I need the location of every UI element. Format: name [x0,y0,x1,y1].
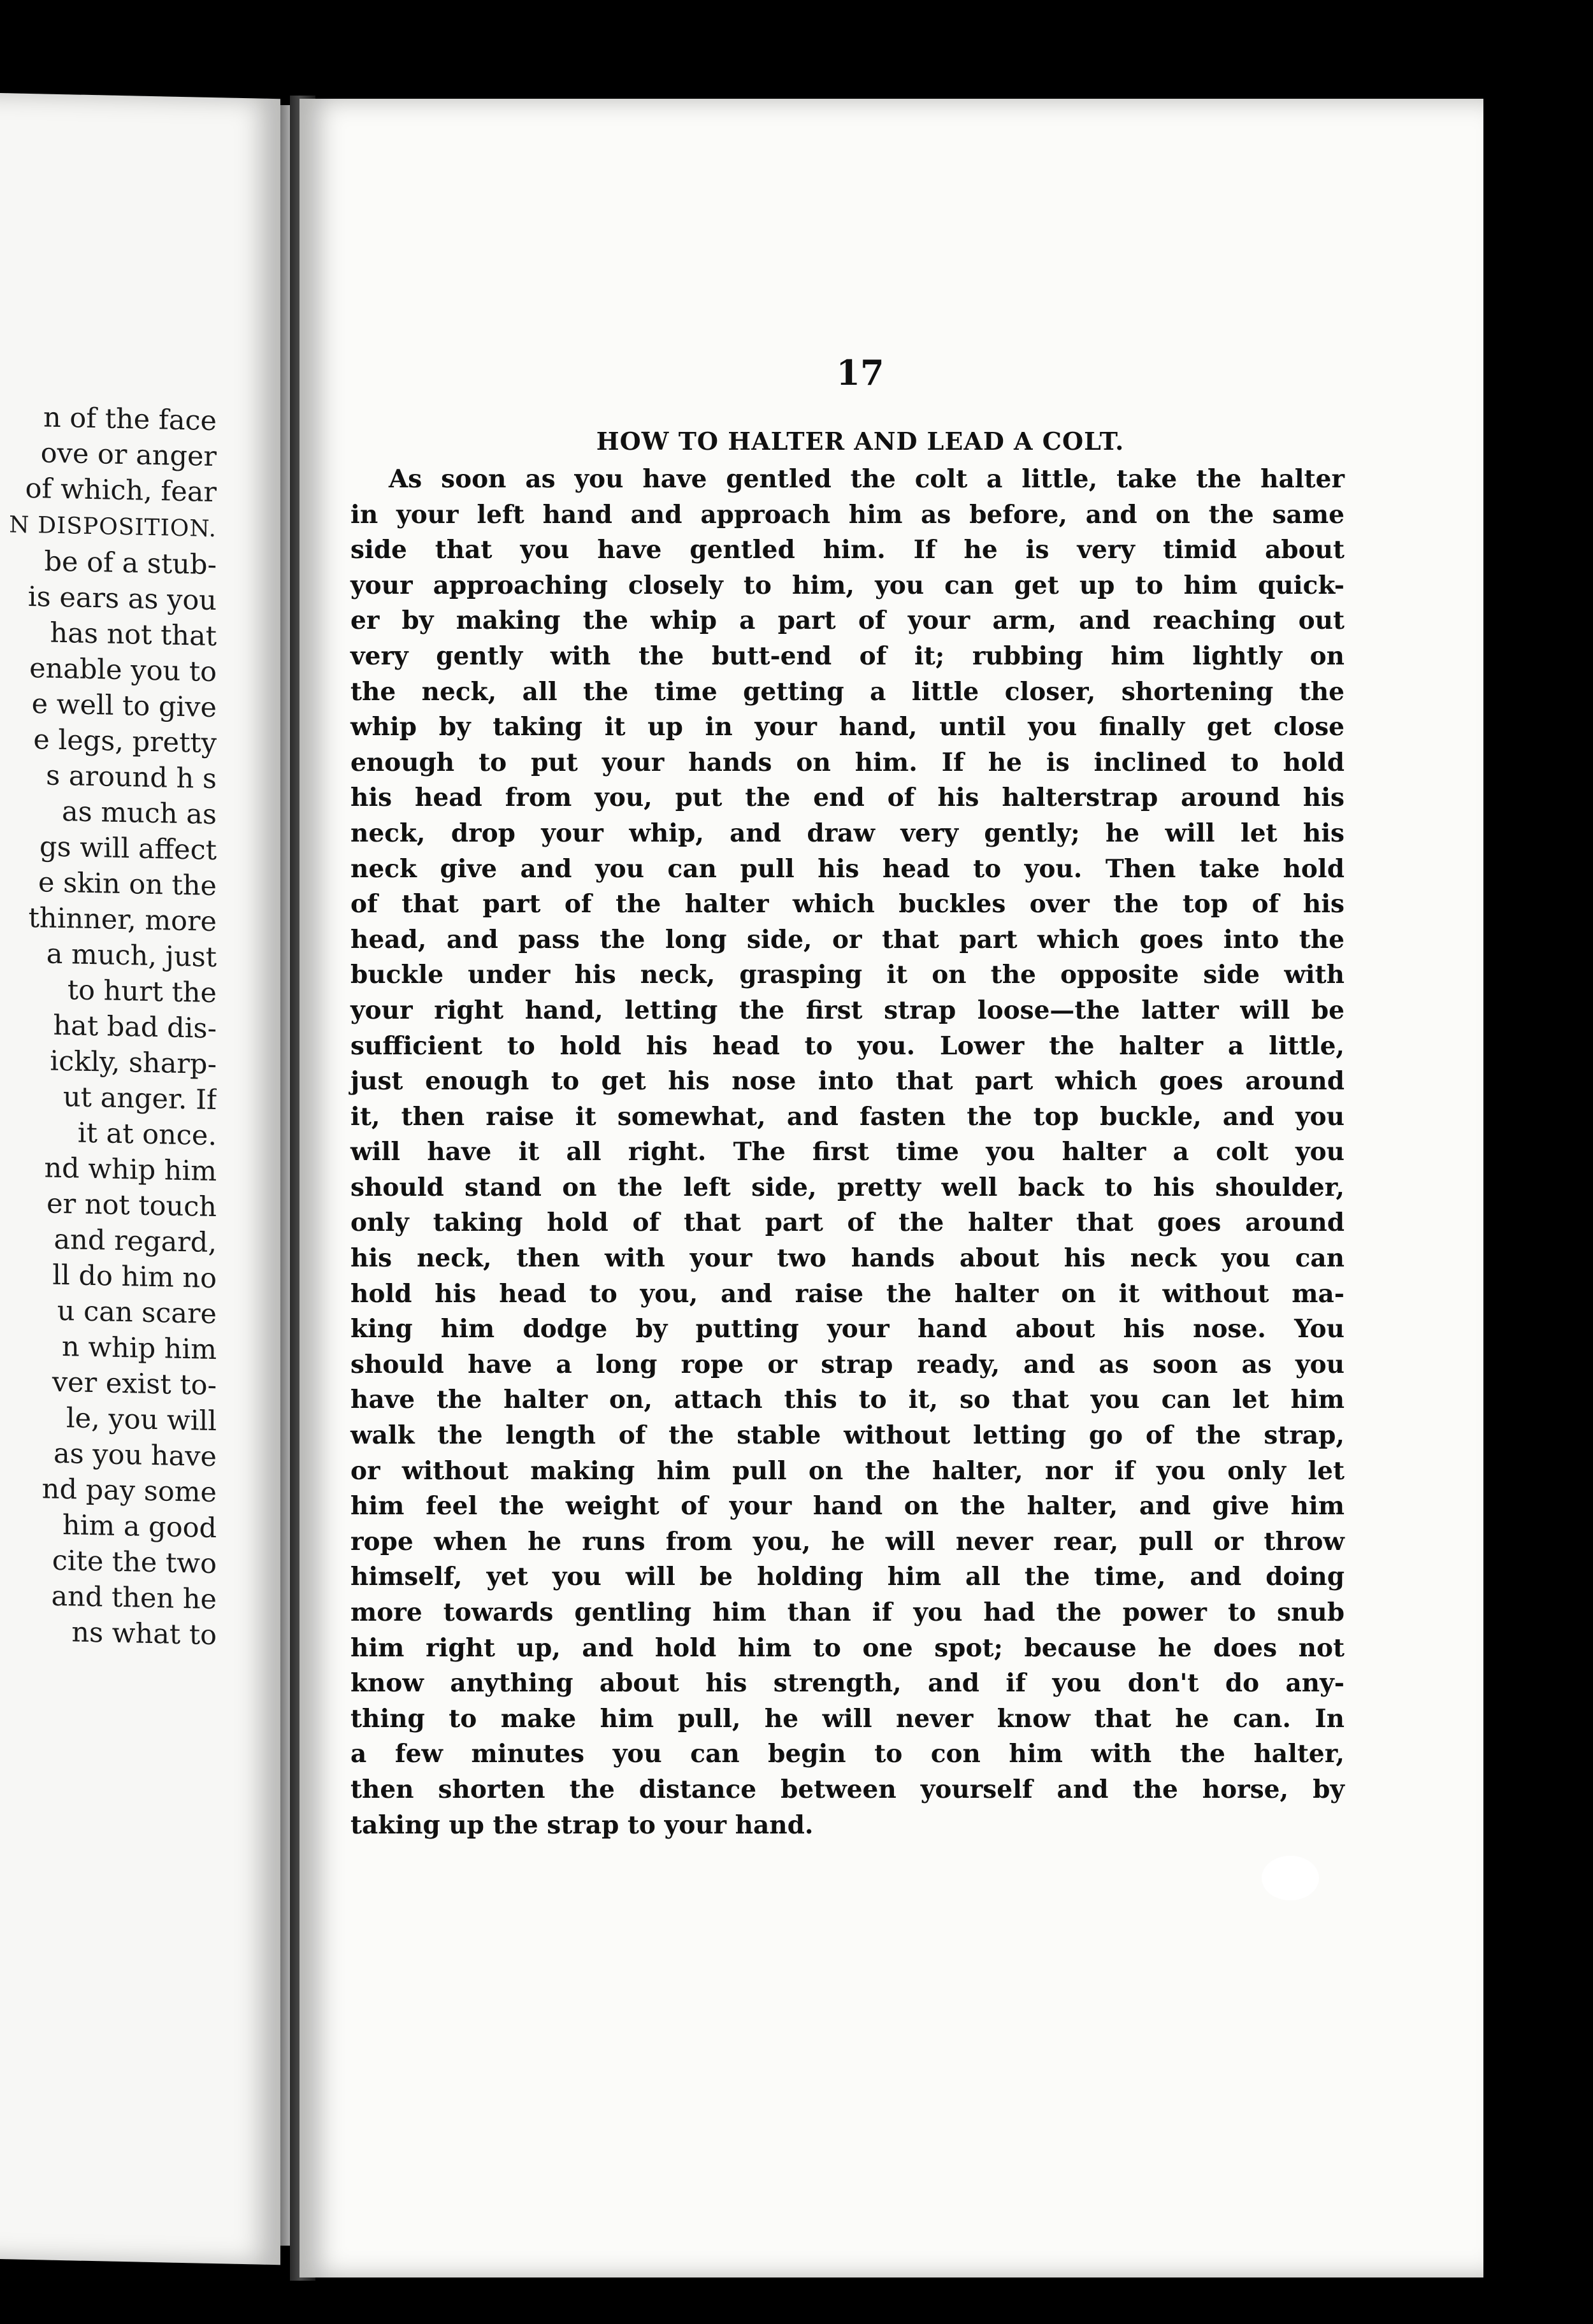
text-line: it, then raise it somewhat, and fasten the top buckle, and you [350,1101,1344,1131]
left-line: e well to give [31,688,217,724]
text-line: should stand on the left side, pretty well back to his shoulder, [350,1172,1344,1202]
left-line: u can scare [57,1295,217,1331]
left-line: ut anger. If [62,1081,217,1117]
left-line: as much as [62,796,217,831]
left-page [0,92,280,2265]
left-line: gs will affect [40,831,217,867]
text-line: taking up the strap to your hand. [350,1810,814,1840]
left-line: it at once. [77,1117,217,1152]
body-paragraph [350,462,1344,1843]
text-line: of that part of the halter which buckles over the top of his [350,889,1344,919]
left-line: nd whip him [44,1152,217,1188]
text-line: in your left hand and approach him as before, and on the same [350,499,1344,529]
left-line: to hurt the [67,974,217,1010]
text-line: just enough to get his nose into that part which goes around [350,1066,1344,1096]
left-line: is ears as you [27,580,217,617]
left-line: of which, fear [25,472,217,509]
text-line: him right up, and hold him to one spot; because he does not [350,1633,1344,1663]
left-line: s around h s [46,759,217,796]
print-smudge [1262,1856,1319,1900]
left-line: ickly, sharp- [50,1045,217,1081]
text-line: head, and pass the long side, or that part which goes into the [350,924,1344,954]
text-line: him feel the weight of your hand on the halter, and give him [350,1491,1344,1521]
right-page [299,99,1483,2277]
page-number: 17 [836,352,884,393]
text-line: only taking hold of that part of the halter that goes around [350,1208,1344,1238]
text-line: king him dodge by putting your hand about his nose. You [350,1314,1344,1344]
left-line: n whip him [61,1331,217,1366]
left-line: e skin on the [38,866,217,903]
text-line: more towards gentling him than if you had the power to snub [350,1598,1344,1627]
text-line: As soon as you have gentled the colt a little, take the halter [389,464,1344,494]
chapter-title: HOW TO HALTER AND LEAD A COLT. [596,427,1125,455]
text-line: buckle under his neck, grasping it on the opposite side with [350,960,1344,990]
left-line: has not that [50,617,217,653]
left-line: ns what to [71,1616,217,1652]
text-line: neck, drop your whip, and draw very gently; he will let his [350,818,1344,848]
left-line: nd pay some [41,1473,217,1509]
left-line: le, you will [66,1402,217,1438]
text-line: should have a long rope or strap ready, and as soon as you [350,1349,1344,1379]
text-line: whip by taking it up in your hand, until you finally get close [350,712,1344,742]
left-line: thinner, more [28,901,217,938]
page-body [350,354,1344,1843]
text-line: then shorten the distance between yourself and the horse, by [350,1774,1344,1804]
left-line: er not touch [47,1187,217,1224]
left-line: him a good [62,1509,217,1545]
text-line: neck give and you can pull his head to you. Then take hold [350,854,1344,884]
text-line: side that you have gentled him. If he is very timid about [350,535,1344,565]
text-line: or without making him pull on the halter, nor if you only let [350,1456,1344,1486]
text-line: sufficient to hold his head to you. Lower the halter a little, [350,1031,1344,1061]
left-line: cite the two [52,1544,217,1581]
text-line: enough to put your hands on him. If he is inclined to hold [350,747,1344,777]
text-line: your approaching closely to him, you can get up to him quick- [350,570,1344,600]
text-line: have the halter on, attach this to it, so that you can let him [350,1385,1344,1415]
left-line: n of the face [43,401,217,438]
text-line: his head from you, put the end of his halterstrap around his [350,783,1344,813]
left-line: enable you to [29,652,217,689]
left-page-text [0,397,217,1653]
left-line: as you have [54,1437,217,1474]
left-line: ll do him no [52,1259,217,1295]
left-line: ver exist to- [52,1366,217,1402]
text-line: hold his head to you, and raise the halter on it without ma- [350,1279,1344,1309]
text-line: himself, yet you will be holding him all the time, and doing [350,1562,1344,1592]
text-line: the neck, all the time getting a little closer, shortening the [350,677,1344,707]
left-line: and then he [51,1580,217,1616]
text-line: very gently with the butt-end of it; rubbing him lightly on [350,641,1344,671]
left-line-heading: N DISPOSITION. [9,512,217,543]
left-line: and regard, [54,1223,217,1259]
left-line: ove or anger [40,437,217,473]
text-line: a few minutes you can begin to con him with the halter, [350,1739,1344,1769]
text-line: rope when he runs from you, he will never rear, pull or throw [350,1526,1344,1556]
text-line: know anything about his strength, and if you don't do any- [350,1668,1344,1698]
left-line: be of a stub- [44,545,217,582]
text-line: walk the length of the stable without letting go of the strap, [350,1421,1344,1451]
text-line: his neck, then with your two hands about his neck you can [350,1244,1344,1273]
left-line: a much, just [46,938,217,974]
left-line: hat bad dis- [53,1009,217,1045]
text-line: er by making the whip a part of your arm, and reaching out [350,606,1344,636]
text-line: your right hand, letting the first strap loose—the latter will be [350,995,1344,1025]
text-line: will have it all right. The first time you halter a colt you [350,1137,1344,1167]
left-line: e legs, pretty [33,724,217,760]
text-line: thing to make him pull, he will never know that he can. In [350,1704,1344,1733]
